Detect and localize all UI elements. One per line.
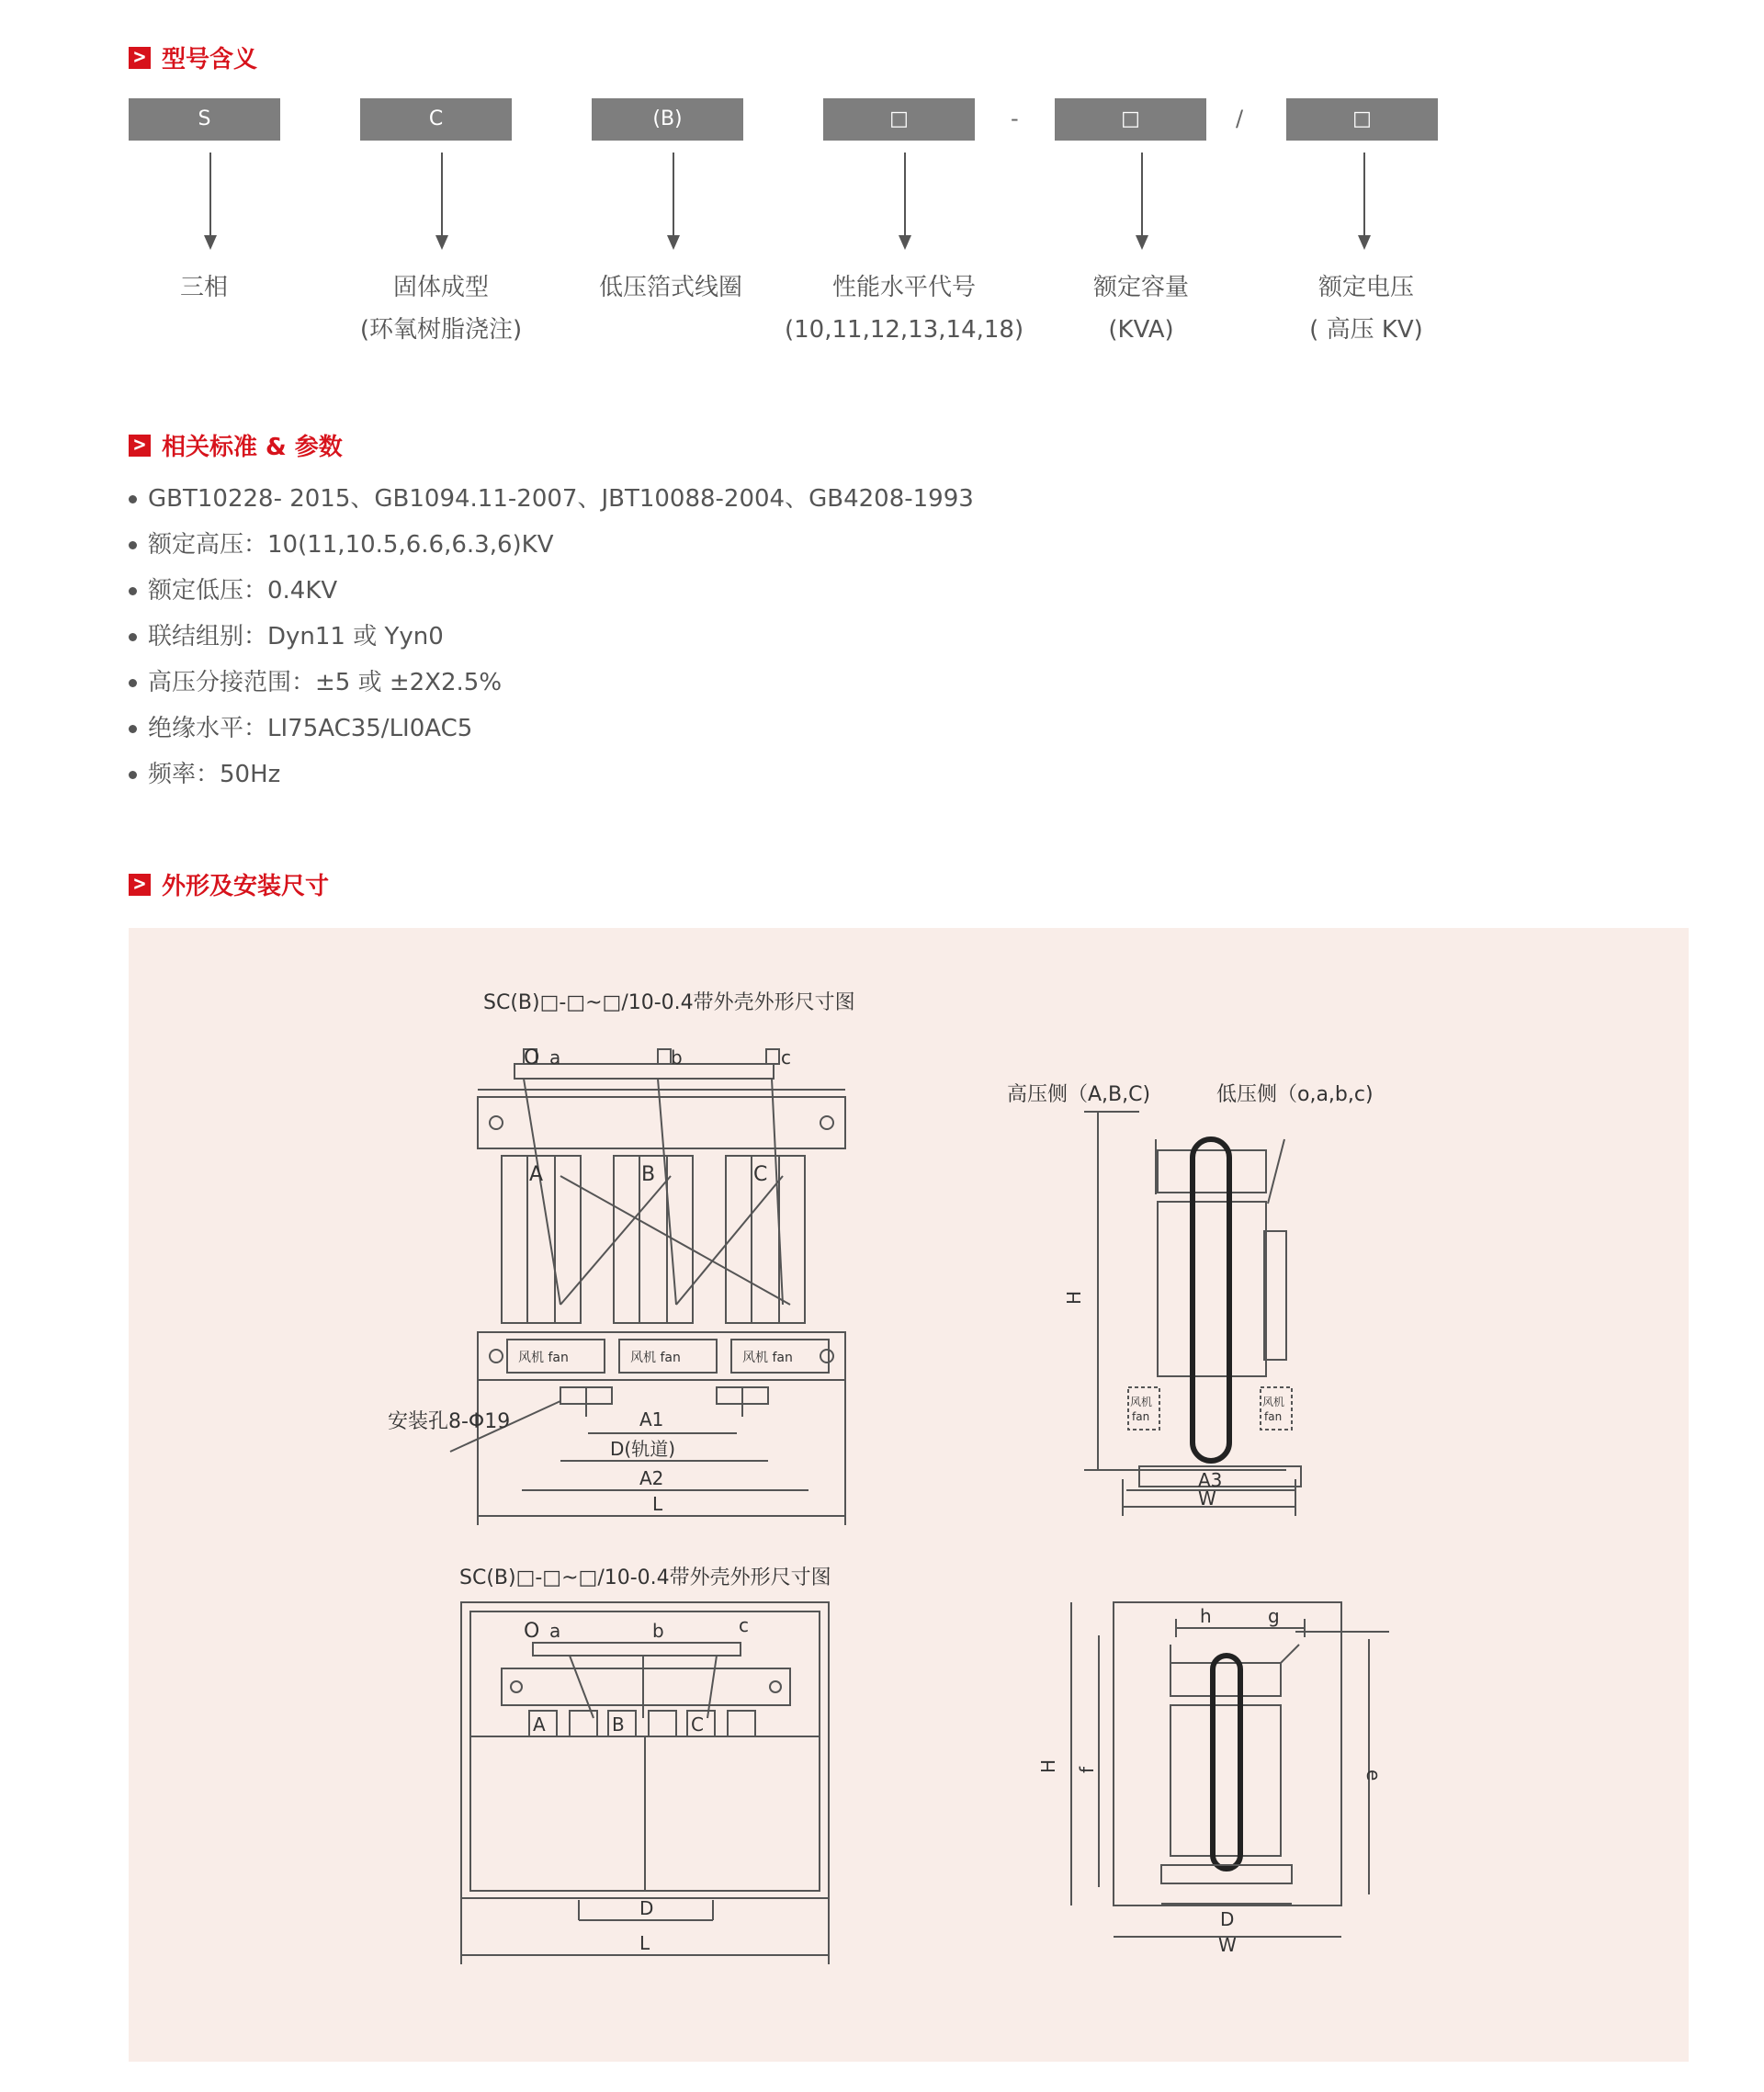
dimension-label: h: [1200, 1605, 1212, 1627]
hole-label: 安装孔8-Φ19: [388, 1410, 511, 1433]
meaning-line1: 低压箔式线圈: [598, 274, 742, 301]
code-box-b: (B): [592, 98, 743, 141]
meaning-line2: (KVA): [1108, 316, 1174, 344]
drawing4-enclosure-side: [1071, 1602, 1389, 1937]
dimension-label: W: [1198, 1487, 1216, 1510]
dimension-label: A1: [639, 1408, 664, 1430]
bullet-icon: [129, 495, 137, 503]
meaning-item: [551, 266, 790, 309]
dimension-label: L: [639, 1932, 650, 1954]
terminal-label: c: [781, 1046, 791, 1069]
bullet-icon: [129, 679, 137, 687]
arrow-line: [441, 153, 443, 235]
code-box-capacity: □: [1055, 98, 1206, 141]
terminal-label: c: [739, 1614, 749, 1636]
terminal-label: a: [549, 1620, 561, 1642]
terminal-label: O: [524, 1620, 540, 1643]
section-title-text: 外形及安装尺寸: [162, 873, 330, 900]
section-title-model: [129, 40, 257, 74]
meaning-line2: ( 高压 KV): [1309, 316, 1423, 344]
fan-label: 风机 fan: [630, 1351, 681, 1365]
drawing2-side-view: [1084, 1112, 1301, 1516]
terminal-label: b: [652, 1620, 664, 1642]
list-item: 联结组别：Dyn11 或 Yyn0: [129, 614, 974, 660]
arrow-line: [1141, 153, 1143, 235]
list-item: 频率：50Hz: [129, 752, 974, 797]
code-box-c: C: [360, 98, 512, 141]
technical-drawing: [129, 928, 1689, 2062]
list-item: GBT10228- 2015、GB1094.11-2007、JBT10088-2004、GB4208-1993: [129, 476, 974, 522]
fan-label: 风机 fan: [518, 1351, 569, 1365]
arrow-marker-icon: >: [129, 435, 151, 457]
drawing-panel: [129, 928, 1689, 2062]
dimension-label: g: [1268, 1605, 1280, 1627]
arrow-marker-icon: >: [129, 874, 151, 896]
list-item: 额定低压：0.4KV: [129, 568, 974, 614]
bullet-icon: [129, 587, 137, 595]
arrow-marker-icon: >: [129, 47, 151, 69]
phase-label: A: [533, 1713, 546, 1736]
list-item: 高压分接范围：±5 或 ±2X2.5%: [129, 660, 974, 706]
arrow-down-icon: [1358, 235, 1371, 250]
meaning-item: [1247, 266, 1486, 351]
dimension-label: D: [639, 1897, 654, 1919]
separator-slash: /: [1236, 106, 1244, 131]
meaning-item: [1022, 266, 1261, 351]
dimension-label: D(轨道): [610, 1438, 676, 1460]
meaning-line2: (10,11,12,13,14,18): [785, 316, 1024, 344]
dimension-label: H: [1037, 1758, 1059, 1773]
bullet-icon: [129, 633, 137, 641]
section-title-text: 相关标准 & 参数: [162, 434, 343, 461]
arrow-down-icon: [667, 235, 680, 250]
meaning-line1: 性能水平代号: [831, 274, 976, 301]
drawing1-title: SC(B)□-□~□/10-0.4带外壳外形尺寸图: [483, 991, 855, 1014]
code-box-s: S: [129, 98, 280, 141]
meaning-line1: 固体成型: [392, 274, 489, 301]
fan-label: fan: [1132, 1410, 1150, 1423]
standards-list: [129, 476, 974, 797]
arrow-down-icon: [899, 235, 911, 250]
meaning-item: [322, 266, 560, 351]
bullet-icon: [129, 541, 137, 549]
code-box-voltage: □: [1286, 98, 1438, 141]
phase-label: C: [753, 1163, 768, 1186]
dimension-label: A2: [639, 1467, 664, 1489]
phase-label: B: [641, 1163, 656, 1186]
arrow-down-icon: [435, 235, 448, 250]
drawing3-title: SC(B)□-□~□/10-0.4带外壳外形尺寸图: [459, 1566, 831, 1589]
section-title-dimensions: [129, 867, 329, 901]
arrow-line: [209, 153, 211, 235]
list-item: 绝缘水平：LI75AC35/LI0AC5: [129, 706, 974, 752]
arrow-line: [904, 153, 906, 235]
dimension-label: L: [652, 1493, 663, 1515]
section-title-standards: [129, 428, 343, 462]
fan-label: fan: [1264, 1410, 1283, 1423]
fan-label: 风机: [1130, 1396, 1153, 1408]
hv-side-label: 高压侧（A,B,C): [1007, 1083, 1151, 1106]
arrow-line: [1363, 153, 1365, 235]
arrow-down-icon: [1136, 235, 1148, 250]
dimension-label: e: [1363, 1770, 1385, 1781]
arrow-down-icon: [204, 235, 217, 250]
dimension-label: f: [1076, 1766, 1098, 1773]
dimension-label: D: [1220, 1908, 1235, 1930]
meaning-line2: (环氧树脂浇注): [359, 316, 523, 344]
section-title-text: 型号含义: [162, 46, 258, 74]
meaning-line1: 三相: [179, 274, 228, 301]
separator-dash: -: [1011, 106, 1019, 131]
dimension-label: H: [1063, 1290, 1085, 1305]
bullet-icon: [129, 725, 137, 733]
fan-label: 风机: [1262, 1396, 1285, 1408]
meaning-line1: 额定容量: [1092, 274, 1189, 301]
phase-label: C: [691, 1713, 704, 1736]
bullet-icon: [129, 771, 137, 779]
phase-label: A: [529, 1163, 544, 1186]
lv-side-label: 低压侧（o,a,b,c): [1216, 1083, 1374, 1106]
dimension-label: W: [1218, 1934, 1237, 1956]
terminal-label: a: [549, 1046, 561, 1069]
meaning-item: [785, 266, 1023, 351]
arrow-line: [673, 153, 674, 235]
meaning-item: [85, 266, 323, 309]
code-box-level: □: [823, 98, 975, 141]
phase-label: B: [612, 1713, 625, 1736]
dimension-label: A3: [1198, 1469, 1223, 1491]
terminal-label: b: [671, 1046, 683, 1069]
terminal-label: O: [524, 1046, 540, 1069]
list-item: 额定高压：10(11,10.5,6.6,6.3,6)KV: [129, 522, 974, 568]
meaning-line1: 额定电压: [1317, 274, 1414, 301]
fan-label: 风机 fan: [742, 1351, 793, 1365]
